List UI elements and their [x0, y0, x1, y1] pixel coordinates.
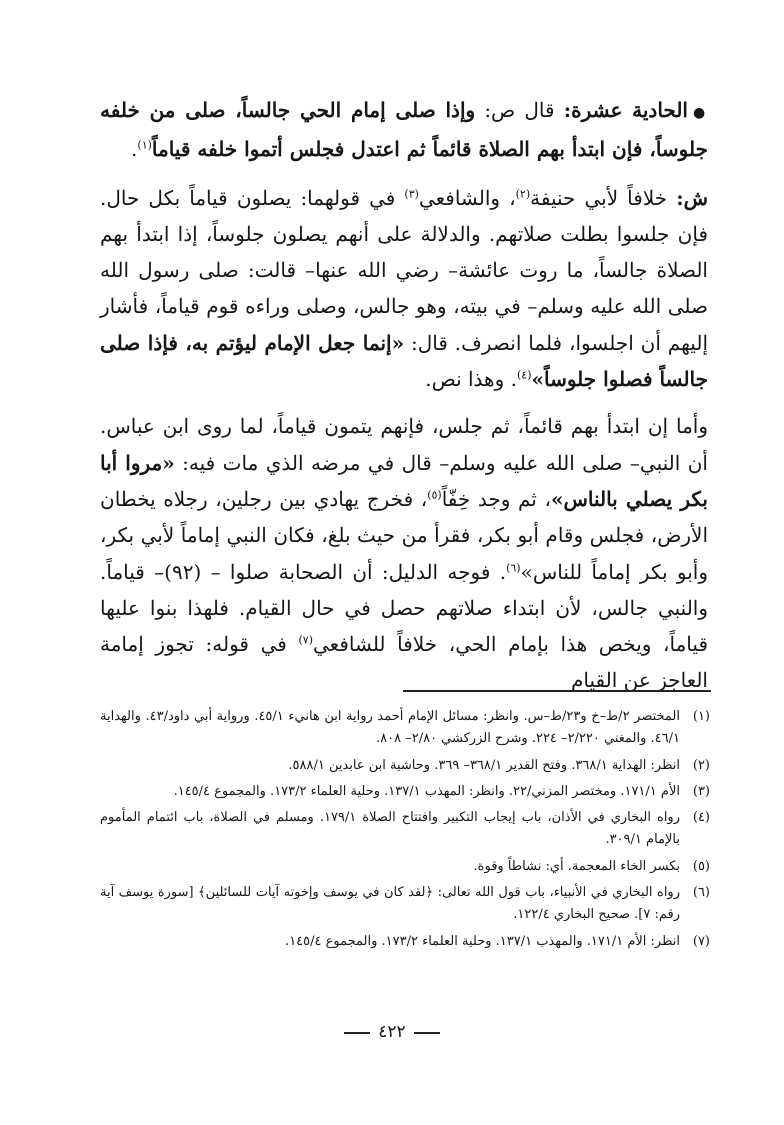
footnote-ref: (٧)	[298, 633, 313, 647]
footnote-number: (٥)	[692, 858, 710, 874]
footnote-text: انظر: الأم ١٧١/١. والمهذب ١٣٧/١. وحلية العلماء ١٧٣/٢. والمجموع ١٤٥/٤.	[285, 933, 680, 949]
text-run: ، فخرج يهادي بين رجلين، رجلاه يخطان الأرض، فجلس وقام أبو بكر، فقرأ من حيث بلغ، فكان النبي إماماً لأبي بكر، وأبو بكر إماماً للناس»	[100, 486, 708, 584]
paragraph-evidence	[100, 408, 708, 698]
footnote-number: (٦)	[692, 885, 710, 901]
footnote-text: رواه البخاري في الأذان، باب إيجاب التكبير وافتتاح الصلاة ١٧٩/١. ومسلم في الصلاة، باب ائتمام المأموم بالإمام ٣٠٩/١.	[100, 810, 680, 848]
footnote-ref: (١)	[137, 138, 152, 152]
text-run: خلافاً لأبي حنيفة	[530, 185, 677, 210]
footnote-text: بكسر الخاء المعجمة. أي: نشاطاً وقوة.	[473, 858, 680, 874]
footnote-number: (٣)	[692, 783, 710, 799]
footnote-number: (٢)	[692, 757, 710, 773]
text-run: . فوجه الدليل: أن الصحابة صلوا – (٩٢)– قياماً. والنبي جالس، لأن ابتداء صلاتهم حصل في حال القيام. فلهذا بنوا عليها قياماً، ويخص هذا بإمام الحي، خلافاً للشافعي	[100, 559, 708, 657]
footnote	[100, 755, 710, 777]
issue-quote: وإذا صلى إمام الحي جالساً، صلى من خلفه جلوساً، فإن ابتدأ بهم الصلاة قائماً ثم اعتدل فجلس أتموا خلفه قياماً	[100, 98, 708, 162]
issue-heading: الحادية عشرة:	[563, 98, 688, 122]
footnote-text: الأم ١٧١/١. ومختصر المزني/٢٢. وانظر: المهذب ١٣٧/١. وحلية العلماء ١٧٣/٢. والمجموع ١٤٥/٤.	[173, 783, 680, 799]
paragraph-issue-11	[100, 92, 708, 168]
footnotes	[100, 706, 710, 957]
footnote	[100, 931, 710, 953]
text-run: ، ثم وجد خِفّاً	[441, 486, 551, 511]
footnote-text: انظر: الهداية ٣٦٨/١. وفتح القدير ٣٦٨/١– ٣٦٩. وحاشية ابن عابدين ٥٨٨/١.	[288, 757, 680, 773]
footnote-ref: (٥)	[427, 488, 442, 502]
issue-intro: قال ص:	[475, 98, 564, 122]
footnote	[100, 781, 710, 803]
footnote	[100, 882, 710, 927]
footnote-ref: (٢)	[515, 186, 531, 200]
text-run: وأما إن ابتدأ بهم قائماً، ثم جلس، فإنهم يتمون قياماً، لما روى ابن عباس. أن النبي– صلى الله عليه وسلم– قال في مرضه الذي مات فيه:	[100, 414, 708, 475]
page-number-value: ٤٢٢	[378, 1022, 406, 1042]
footnote-text: رواه البخاري في الأنبياء، باب قول الله تعالى: ﴿لقد كان في يوسف وإخوته آيات للسائلين﴾ [سورة يوسف آية رقم: ٧]. صحيح البخاري ١٢٢/٤.	[100, 885, 680, 923]
footnote-number: (٤)	[692, 810, 710, 826]
footnote-text: المختصر ٢/ط–خ و٢٣/ط–س. وانظر: مسائل الإمام أحمد رواية ابن هانيء ٤٥/١. ورواية أبي داود/٤٣. والهداية ٤٦/١. والمغني ٢/٢٢٠– ٢٢٤. وشرح الزركشي ٢/٨٠– ٨٠٨.	[100, 709, 680, 747]
commentary-marker: ش:	[676, 185, 708, 210]
issue-end: .	[131, 137, 138, 162]
text-run: في قوله: تجوز إمامة العاجز عن القيام	[100, 632, 708, 693]
page-number	[0, 1022, 784, 1042]
page-number-dash	[414, 1032, 440, 1034]
text-run: ، والشافعي	[418, 185, 516, 210]
text-run: . وهذا نص.	[425, 367, 517, 392]
footnote	[100, 807, 710, 852]
bullet-icon: ●	[693, 105, 709, 121]
main-text	[100, 92, 708, 699]
footnote-ref: (٤)	[516, 368, 532, 382]
footnote-divider	[403, 690, 711, 692]
page-number-dash	[344, 1032, 370, 1034]
footnote-ref: (٦)	[506, 560, 521, 574]
hadith-quote: «إنما جعل الإمام ليؤتم به، فإذا صلى جالساً فصلوا جلوساً»	[100, 330, 708, 392]
footnote-ref: (٣)	[404, 186, 419, 200]
paragraph-commentary	[100, 180, 708, 398]
hadith-quote: «مروا أبا بكر يصلي بالناس»	[100, 450, 708, 511]
text-run: في قولهما: يصلون قياماً بكل حال. فإن جلسوا بطلت صلاتهم. والدلالة على أنهم يصلون جلوساً، إذا ابتدأ بهم الصلاة جالساً، ما روت عائشة– رضي الله عنها– قالت: صلى رسول الله صلى الله عليه وسلم– في بيته، وهو جالس، وصلى وراءه قوم قياماً، فأشار إليهم أن اجلسوا، فلما انصرف. قال:	[100, 185, 708, 355]
footnote	[100, 706, 710, 751]
footnote-number: (١)	[692, 709, 710, 724]
footnote	[100, 856, 710, 878]
footnote-number: (٧)	[692, 933, 710, 949]
